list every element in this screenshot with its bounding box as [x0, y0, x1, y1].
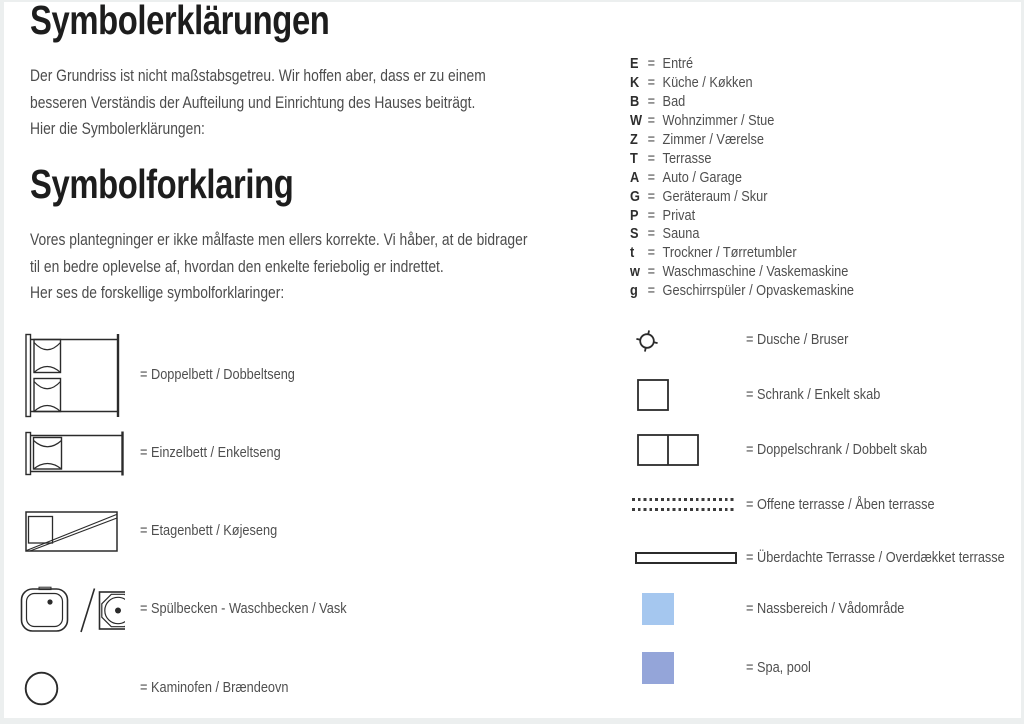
room-code-letter: B	[630, 94, 640, 111]
german-intro-line-1: Der Grundriss ist nicht maßstabsgetreu. Wir hoffen aber, dass er zu einem	[30, 67, 486, 85]
room-code-label: Entré	[662, 56, 694, 73]
danish-intro	[30, 227, 527, 307]
equals-sign: =	[647, 75, 656, 92]
equals-sign: =	[647, 283, 656, 300]
room-code-row	[630, 168, 854, 187]
room-code-letter: K	[630, 75, 640, 92]
room-code-label: Bad	[662, 94, 686, 111]
equals-sign: =	[647, 169, 656, 186]
open-terrace-label: = Offene terrasse / Åben terrasse	[746, 496, 935, 513]
shower-label: = Dusche / Bruser	[746, 331, 849, 348]
single-bed-icon	[25, 431, 128, 476]
equals-sign: =	[647, 264, 656, 281]
danish-intro-line-2: til en bedre oplevelse af, hvordan den enkelte feriebolig er indrettet.	[30, 257, 444, 276]
room-code-row	[630, 263, 854, 282]
bunk-bed-icon	[25, 511, 118, 552]
double-bed-icon	[25, 333, 123, 418]
single-bed-label: = Einzelbett / Enkeltseng	[140, 444, 281, 461]
room-code-row	[630, 131, 854, 150]
sink-washbasin-label: = Spülbecken - Waschbecken / Vask	[140, 600, 347, 617]
room-code-label: Privat	[662, 207, 696, 224]
room-code-row	[630, 112, 854, 131]
room-code-row	[630, 149, 854, 168]
room-code-letter: g	[630, 283, 638, 300]
german-intro-line-2: besseren Verständis der Aufteilung und Einrichtung des Hauses beiträgt.	[30, 93, 476, 112]
page-edge-left	[0, 0, 4, 724]
room-code-letter: t	[630, 245, 635, 262]
wood-stove-label: = Kaminofen / Brændeovn	[140, 679, 289, 696]
german-intro	[30, 63, 486, 143]
equals-sign: =	[647, 132, 656, 148]
equals-sign: =	[647, 188, 656, 205]
room-code-letter: S	[630, 226, 639, 243]
spa-pool-swatch	[642, 652, 674, 684]
german-intro-line-3: Hier die Symbolerklärungen:	[30, 120, 205, 138]
room-code-row	[630, 225, 854, 244]
room-code-label: Geschirrspüler / Opvaskemaskine	[662, 283, 855, 300]
room-code-row	[630, 74, 854, 93]
room-code-row	[630, 55, 854, 74]
equals-sign: =	[647, 245, 656, 262]
covered-terrace-label: = Überdachte Terrasse / Overdækket terrasse	[746, 549, 1005, 566]
covered-terrace-icon	[635, 552, 737, 564]
room-code-letter: G	[630, 188, 640, 205]
single-cabinet-icon	[637, 379, 669, 411]
room-code-label: Geräteraum / Skur	[662, 188, 768, 205]
equals-sign: =	[647, 56, 656, 73]
equals-sign: =	[647, 150, 656, 167]
danish-title: Symbolforklaring	[30, 161, 294, 207]
equals-sign: =	[647, 226, 656, 243]
double-bed-label: = Doppelbett / Dobbeltseng	[140, 366, 295, 383]
wet-area-swatch	[642, 593, 674, 625]
wood-stove-icon	[24, 671, 59, 706]
room-code-label: Zimmer / Værelse	[662, 132, 764, 148]
page-edge-bottom	[0, 718, 1024, 724]
bunk-bed-label: = Etagenbett / Køjeseng	[140, 522, 278, 539]
equals-sign: =	[647, 94, 656, 111]
room-code-row	[630, 187, 854, 206]
room-code-letter: W	[630, 113, 643, 130]
equals-sign: =	[647, 113, 656, 130]
open-terrace-dots-row	[632, 508, 735, 511]
room-code-label: Terrasse	[662, 150, 712, 167]
sink-washbasin-icon	[20, 585, 125, 637]
room-code-row	[630, 93, 854, 112]
single-cabinet-label: = Schrank / Enkelt skab	[746, 386, 881, 403]
german-title: Symbolerklärungen	[30, 0, 330, 43]
room-code-label: Waschmaschine / Vaskemaskine	[662, 264, 849, 281]
room-code-label: Trockner / Tørretumbler	[662, 245, 797, 262]
room-code-label: Auto / Garage	[662, 169, 743, 186]
danish-intro-line-1: Vores plantegninger er ikke målfaste men ellers korrekte. Vi håber, at de bidrager	[30, 231, 528, 249]
shower-icon	[634, 328, 660, 354]
room-code-list	[630, 55, 854, 301]
equals-sign: =	[647, 207, 656, 224]
room-code-label: Wohnzimmer / Stue	[662, 113, 775, 130]
double-cabinet-icon	[637, 434, 699, 466]
open-terrace-dots-row	[632, 498, 735, 501]
room-code-letter: Z	[630, 132, 638, 148]
room-code-letter: P	[630, 207, 639, 224]
double-cabinet-label: = Doppelschrank / Dobbelt skab	[746, 441, 928, 458]
room-code-letter: A	[630, 169, 640, 186]
room-code-row	[630, 244, 854, 263]
spa-pool-label: = Spa, pool	[746, 659, 811, 676]
wet-area-label: = Nassbereich / Vådområde	[746, 600, 905, 617]
room-code-letter: w	[630, 264, 640, 281]
danish-intro-line-3: Her ses de forskellige symbolforklaringer:	[30, 284, 285, 302]
room-code-row	[630, 282, 854, 301]
room-code-row	[630, 206, 854, 225]
room-code-label: Sauna	[662, 226, 700, 243]
room-code-label: Küche / Køkken	[662, 75, 753, 92]
room-code-letter: T	[630, 150, 638, 167]
room-code-letter: E	[630, 56, 639, 73]
